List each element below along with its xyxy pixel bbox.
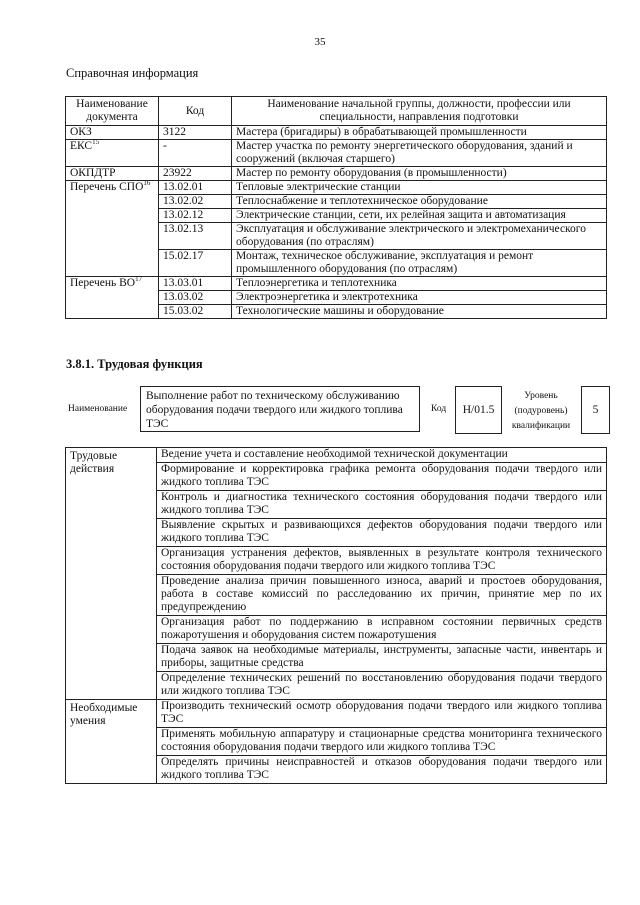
page-number: 35 — [314, 36, 326, 48]
reference-table-header — [66, 97, 607, 126]
header-document: Наименование документа — [66, 97, 159, 126]
code-cell: 23922 — [159, 167, 232, 181]
doc-cell: ОКЗ — [66, 126, 159, 140]
required-skills-label: Необходимые умения — [66, 700, 157, 784]
name-cell: Технологические машины и оборудование — [232, 305, 607, 319]
footnote-ref: 17 — [135, 275, 143, 284]
name-cell: Теплоэнергетика и теплотехника — [232, 277, 607, 291]
header-code: Код — [159, 97, 232, 126]
level-label-line: Уровень — [524, 391, 558, 401]
labor-action: Ведение учета и составление необходимой технической документации — [157, 448, 607, 463]
labor-action: Определение технических решений по восстановлению оборудования подачи твердого или жидкого топлива ТЭС — [157, 672, 607, 700]
table-row — [66, 126, 607, 140]
code-cell: 13.02.13 — [159, 223, 232, 250]
code-cell: 15.03.02 — [159, 305, 232, 319]
labor-action: Организация работ по поддержанию в исправном состоянии первичных средств пожаротушения и оборудования систем пожаротушения — [157, 616, 607, 644]
labor-action: Организация устранения дефектов, выявленных в результате контроля технического состояния оборудования подачи твердого или жидкого топлива ТЭС — [157, 547, 607, 575]
table-row — [66, 448, 607, 463]
code-cell: - — [159, 140, 232, 167]
doc-cell — [66, 277, 159, 319]
code-cell: 13.03.01 — [159, 277, 232, 291]
required-skill: Определять причины неисправностей и отказов оборудования подачи твердого или жидкого топлива ТЭС — [157, 756, 607, 784]
doc-label: ЕКС — [70, 140, 93, 152]
code-cell: 13.02.12 — [159, 209, 232, 223]
name-cell: Тепловые электрические станции — [232, 181, 607, 195]
labor-action: Проведение анализа причин повышенного износа, аварий и простоев оборудования, работа в составе комиссий по расследованию их причин, принятие мер по их предупреждению — [157, 575, 607, 616]
code-cell: 13.02.01 — [159, 181, 232, 195]
name-cell: Теплоснабжение и теплотехническое оборудование — [232, 195, 607, 209]
code-cell: 15.02.17 — [159, 250, 232, 277]
level-label-line: квалификации — [511, 421, 571, 431]
table-row — [66, 700, 607, 728]
qualification-level-label — [506, 389, 576, 434]
qualification-level-box: 5 — [581, 386, 610, 434]
header-name: Наименование начальной группы, должности, профессии или специальности, направления подготовки — [232, 97, 607, 126]
function-details-table — [65, 447, 607, 784]
doc-label: Перечень ВО — [70, 277, 136, 289]
labor-action: Контроль и диагностика технического состояния оборудования подачи твердого или жидкого топлива ТЭС — [157, 491, 607, 519]
doc-cell: ОКПДТР — [66, 167, 159, 181]
code-cell: 13.03.02 — [159, 291, 232, 305]
name-cell: Эксплуатация и обслуживание электрического и электромеханического оборудования (по отраслям) — [232, 223, 607, 250]
labor-action: Выявление скрытых и развивающихся дефектов оборудования подачи твердого или жидкого топлива ТЭС — [157, 519, 607, 547]
table-row — [66, 140, 607, 167]
labor-actions-label: Трудовые действия — [66, 448, 157, 700]
name-cell: Электрические станции, сети, их релейная защита и автоматизация — [232, 209, 607, 223]
labor-action: Формирование и корректировка графика ремонта оборудования подачи твердого или жидкого топлива ТЭС — [157, 463, 607, 491]
function-heading: 3.8.1. Трудовая функция — [66, 357, 203, 371]
footnote-ref: 15 — [92, 138, 100, 147]
name-cell: Мастер по ремонту оборудования (в промышленности) — [232, 167, 607, 181]
code-cell: 13.02.02 — [159, 195, 232, 209]
reference-info-title: Справочная информация — [66, 66, 199, 80]
name-cell: Электроэнергетика и электротехника — [232, 291, 607, 305]
doc-label: Перечень СПО — [70, 181, 144, 193]
function-code-box: H/01.5 — [455, 386, 502, 434]
function-code-label: Код — [431, 404, 447, 414]
function-name-label: Наименование — [68, 404, 128, 414]
table-row — [66, 181, 607, 195]
function-name-box: Выполнение работ по техническому обслуживанию оборудования подачи твердого или жидкого топлива ТЭС — [140, 386, 420, 432]
code-cell: 3122 — [159, 126, 232, 140]
level-label-line: (подуровень) — [514, 406, 568, 416]
required-skill: Применять мобильную аппаратуру и стационарные средства мониторинга технического состояния оборудования подачи твердого или жидкого топлива ТЭС — [157, 728, 607, 756]
doc-cell — [66, 140, 159, 167]
doc-cell — [66, 181, 159, 277]
name-cell: Мастер участка по ремонту энергетического оборудования, зданий и сооружений (включая старшего) — [232, 140, 607, 167]
name-cell: Мастера (бригадиры) в обрабатывающей промышленности — [232, 126, 607, 140]
reference-table — [65, 96, 607, 319]
name-cell: Монтаж, техническое обслуживание, эксплуатация и ремонт промышленного оборудования (по отраслям) — [232, 250, 607, 277]
footnote-ref: 16 — [143, 179, 151, 188]
required-skill: Производить технический осмотр оборудования подачи твердого или жидкого топлива ТЭС — [157, 700, 607, 728]
labor-action: Подача заявок на необходимые материалы, инструменты, запасные части, инвентарь и приборы, защитные средства — [157, 644, 607, 672]
table-row — [66, 277, 607, 291]
